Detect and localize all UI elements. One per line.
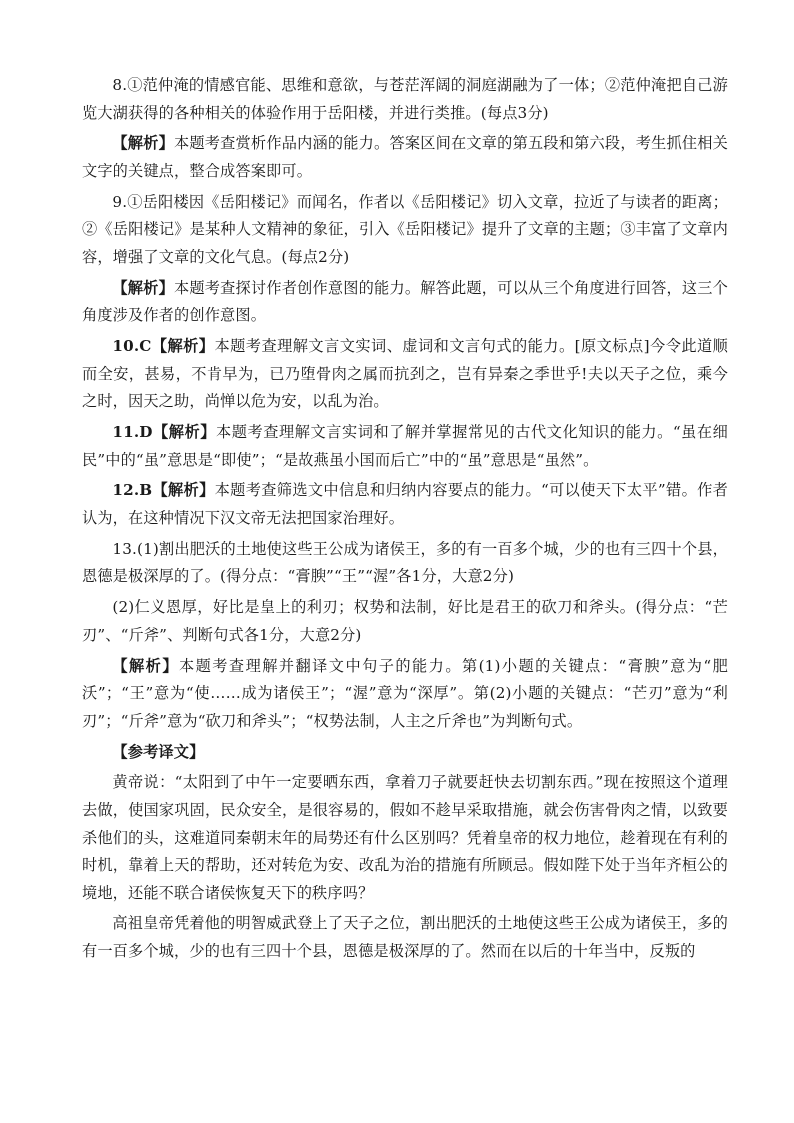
paragraph-tag: 12.B【解析】 <box>112 481 215 500</box>
paragraph-text: 本题考查探讨作者创作意图的能力。解答此题，可以从三个角度进行回答，这三个角度涉及作者的创作意图。 <box>82 278 728 325</box>
paragraph-analysis-13 <box>82 653 728 736</box>
paragraph-text: 9.①岳阳楼因《岳阳楼记》而闻名，作者以《岳阳楼记》切入文章，拉近了与读者的距离；②《岳阳楼记》是某种人文精神的象征，引入《岳阳楼记》提升了文章的主题；③丰富了文章内容，增强了文章的文化气息。(每点2分) <box>82 192 728 266</box>
paragraph-analysis-9 <box>82 275 728 330</box>
paragraph-text: 本题考查理解文言实词和了解并掌握常见的古代文化知识的能力。“虽在细民”中的“虽”意思是“即使”；“是故燕虽小国而后亡”中的“虽”意思是“虽然”。 <box>82 423 729 469</box>
paragraph-text: 本题考查筛选文中信息和归纳内容要点的能力。“可以使天下太平”错。作者认为，在这种情况下汉文帝无法把国家治理好。 <box>82 481 728 528</box>
paragraph-tag: 10.C【解析】 <box>112 337 215 356</box>
paragraph-text: 13.(1)割出肥沃的土地使这些王公成为诸侯王，多的有一百多个城，少的也有三四十个县，恩德是极深厚的了。(得分点：“膏腴”“王”“渥”各1分，大意2分) <box>82 539 728 586</box>
paragraph-text: (2)仁义恩厚，好比是皇上的利刃；权势和法制，好比是君王的砍刀和斧头。(得分点：“芒刃”、“斤斧”、判断句式各1分，大意2分) <box>82 598 728 644</box>
paragraph-answer-13-1 <box>82 536 728 591</box>
paragraph-answer-9 <box>82 189 728 272</box>
paragraph-answer-8 <box>82 72 728 127</box>
paragraph-answer-11 <box>82 419 728 474</box>
paragraph-tag: 【解析】 <box>112 278 174 297</box>
paragraph-answer-13-2 <box>82 594 728 649</box>
paragraph-text: 本题考查理解文言文实词、虚词和文言句式的能力。[原文标点]今令此道顺而全安，甚易，不肯早为，已乃堕骨肉之属而抗刭之，岂有异秦之季世乎!夫以天子之位，乘今之时，因天之助，尚惮以危为安，以乱为治。 <box>82 337 729 411</box>
paragraph-translation-1 <box>82 769 728 907</box>
paragraph-translation-2 <box>82 910 728 965</box>
paragraph-analysis-8 <box>82 130 728 185</box>
paragraph-tag: 【解析】 <box>112 656 179 675</box>
paragraph-tag: 【解析】 <box>112 134 174 153</box>
paragraph-text: 高祖皇帝凭着他的明智威武登上了天子之位，割出肥沃的土地使这些王公成为诸侯王，多的有一百多个城，少的也有三四十个县，恩德是极深厚的了。然而在以后的十年当中，反叛的 <box>82 914 728 961</box>
paragraph-answer-10 <box>82 333 728 416</box>
paragraph-reference-translation-heading <box>82 739 728 767</box>
paragraph-tag: 11.D【解析】 <box>112 423 217 442</box>
paragraph-text: 本题考查赏析作品内涵的能力。答案区间在文章的第五段和第六段，考生抓住相关文字的关键点，整合成答案即可。 <box>82 134 728 180</box>
paragraph-text: 8.①范仲淹的情感官能、思维和意欲，与苍茫浑阔的洞庭湖融为了一体；②范仲淹把自己游览大湖获得的各种相关的体验作用于岳阳楼，并进行类推。(每点3分) <box>82 76 728 122</box>
paragraph-tag: 【参考译文】 <box>112 742 205 761</box>
answer-content <box>82 72 728 966</box>
paragraph-answer-12 <box>82 477 728 532</box>
paragraph-text: 本题考查理解并翻译文中句子的能力。第(1)小题的关键点：“膏腴”意为“肥沃”；“王”意为“使……成为诸侯王”；“渥”意为“深厚”。第(2)小题的关键点：“芒刃”意为“利刃”；“斤斧”意为“砍刀和斧头”；“权势法制，人主之斤斧也”为判断句式。 <box>82 656 728 730</box>
paragraph-text: 黄帝说：“太阳到了中午一定要晒东西，拿着刀子就要赶快去切割东西。”现在按照这个道理去做，使国家巩固，民众安全，是很容易的，假如不趁早采取措施，就会伤害骨肉之情，以致要杀他们的头，这难道同秦朝末年的局势还有什么区别吗？凭着皇帝的权力地位，趁着现在有利的时机，靠着上天的帮助，还对转危为安、改乱为治的措施有所顾忌。假如陛下处于当年齐桓公的境地，还能不联合诸侯恢复天下的秩序吗？ <box>82 773 728 902</box>
